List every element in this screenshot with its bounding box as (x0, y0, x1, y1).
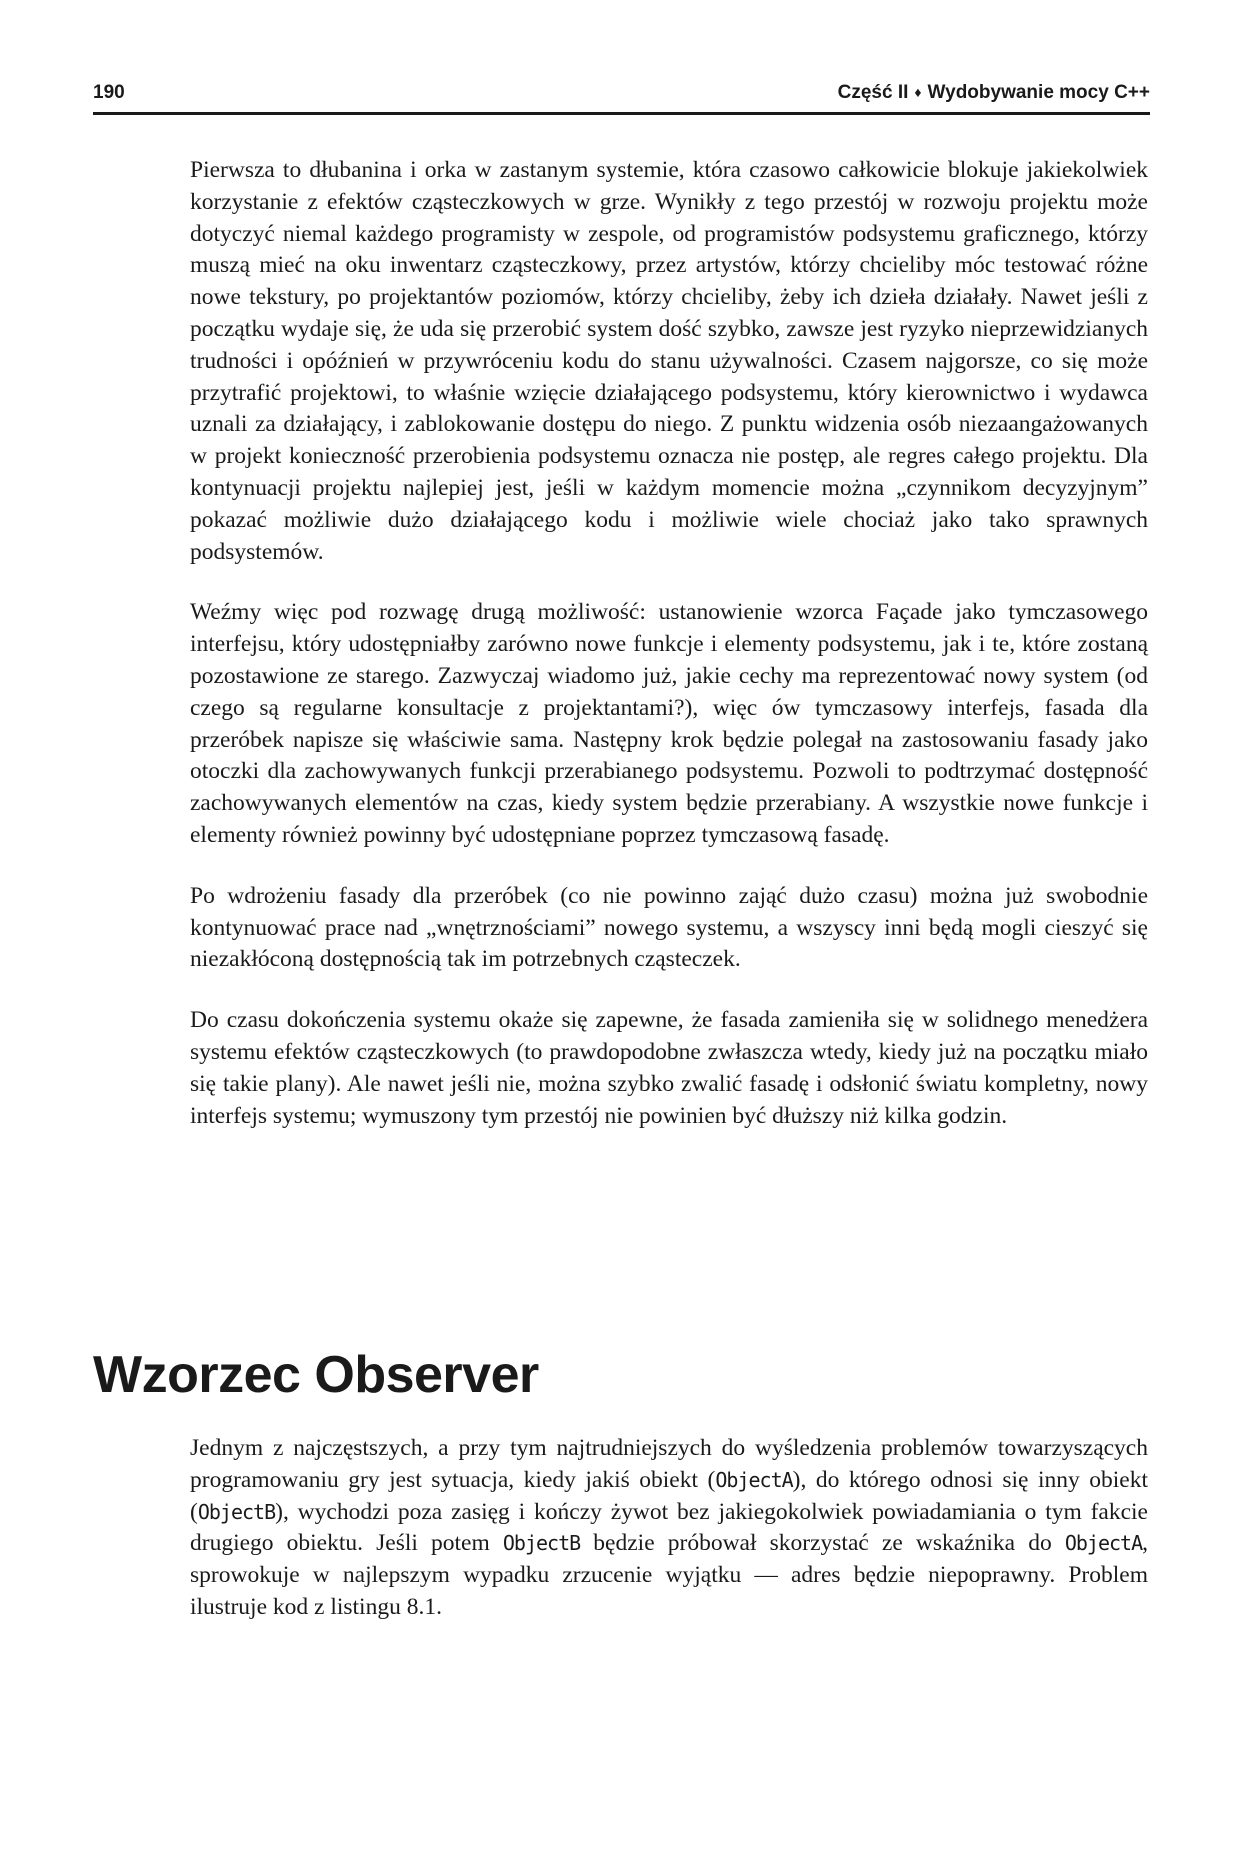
text-run: będzie próbował skorzystać ze wskaźnika do (580, 1530, 1065, 1557)
code-identifier: ObjectB (197, 1499, 276, 1524)
part-label: Część II (837, 82, 909, 103)
running-header (93, 78, 1150, 115)
chapter-title: Wydobywanie mocy C++ (927, 82, 1150, 103)
section-body (190, 1433, 1148, 1624)
code-identifier: ObjectA (715, 1467, 793, 1492)
paragraph: Weźmy więc pod rozwagę drugą możliwość: ustanowienie wzorca Façade jako tymczasowego interfejsu, który udostępniałby zarówno nowe funkcje i elementy podsystemu, jak i te, które zostaną pozostawione ze starego. Zazwyczaj wiadomo już, jakie cechy ma reprezentować nowy system (od czego są regularne konsultacje z projektantami?), więc ów tymczasowy interfejs, fasada dla przeróbek napisze się właściwie sama. Następny krok będzie polegał na zastosowaniu fasady jako otoczki dla zachowywanych funkcji przerabianego podsystemu. Pozwoli to podtrzymać dostępność zachowywanych elementów na czas, kiedy system będzie przerabiany. A wszystkie nowe funkcje i elementy również powinny być udostępniane poprzez tymczasową fasadę. (190, 599, 1148, 848)
paragraph: Pierwsza to dłubanina i orka w zastanym systemie, która czasowo całkowicie blokuje jakiekolwiek korzystanie z efektów cząsteczkowych w grze. Wynikły z tego przestój w rozwoju projektu może dotyczyć niemal każdego programisty w zespole, od programistów podsystemu graficznego, którzy muszą mieć na oku inwentarz cząsteczkowy, przez artystów, którzy chcieliby móc testować różne nowe tekstury, po projektantów poziomów, którzy chcieliby, żeby ich dzieła działały. Nawet jeśli z początku wydaje się, że uda się przerobić system dość szybko, zawsze jest ryzyko nieprzewidzianych trudności i opóźnień w przywróceniu kodu do stanu używalności. Czasem najgorsze, co się może przytrafić projektowi, to właśnie wzięcie działającego podsystemu, który kierownictwo i wydawca uznali za działający, i zablokowanie dostępu do niego. Z punktu widzenia osób niezaangażowanych w projekt konieczność przerobienia podsystemu oznacza nie postęp, ale regres całego projektu. Dla kontynuacji projektu najlepiej jest, jeśli w każdym momencie można „czynnikom decyzyjnym” pokazać możliwie dużo działającego kodu i możliwie wiele chociaż jako tako sprawnych podsystemów. (190, 157, 1148, 565)
code-identifier: ObjectB (502, 1531, 581, 1556)
text-run: ), do którego odnosi się inny obiekt ( (190, 1466, 1148, 1525)
code-identifier: ObjectA (1064, 1531, 1143, 1556)
paragraph: Do czasu dokończenia systemu okaże się zapewne, że fasada zamieniła się w solidnego menedżera systemu efektów cząsteczkowych (to prawdopodobne zwłaszcza wtedy, kiedy już na początku miało się takie plany). Ale nawet jeśli nie, można szybko zwalić fasadę i odsłonić światu kompletny, nowy interfejs systemu; wymuszony tym przestój nie powinien być dłuższy niż kilka godzin. (190, 1007, 1148, 1129)
page-number: 190 (93, 82, 125, 103)
paragraph (190, 1433, 1148, 1624)
section-heading: Wzorzec Observer (93, 1346, 539, 1404)
paragraph: Po wdrożeniu fasady dla przeróbek (co nie powinno zająć dużo czasu) można już swobodnie kontynuować prace nad „wnętrznościami” nowego systemu, a wszyscy inni będą mogli cieszyć się niezakłóconą dostępnością tak im potrzebnych cząsteczek. (190, 882, 1148, 973)
running-title (838, 78, 1150, 108)
diamond-separator-icon: ♦ (914, 84, 922, 100)
text-run: , sprowokuje w najlepszym wypadku zrzucenie wyjątku — adres będzie niepoprawny. Problem ilustruje kod z listingu 8.1. (190, 1530, 1148, 1620)
text-run: Jednym z najczęstszych, a przy tym najtrudniejszych do wyśledzenia problemów towarzyszących programowaniu gry jest sytuacja, kiedy jakiś obiekt ( (190, 1435, 1148, 1493)
body-text (190, 155, 1148, 1132)
text-run: ), wychodzi poza zasięg i kończy żywot bez jakiegokolwiek powiadamiania o tym fakcie drugiego obiektu. Jeśli potem (190, 1498, 1148, 1557)
